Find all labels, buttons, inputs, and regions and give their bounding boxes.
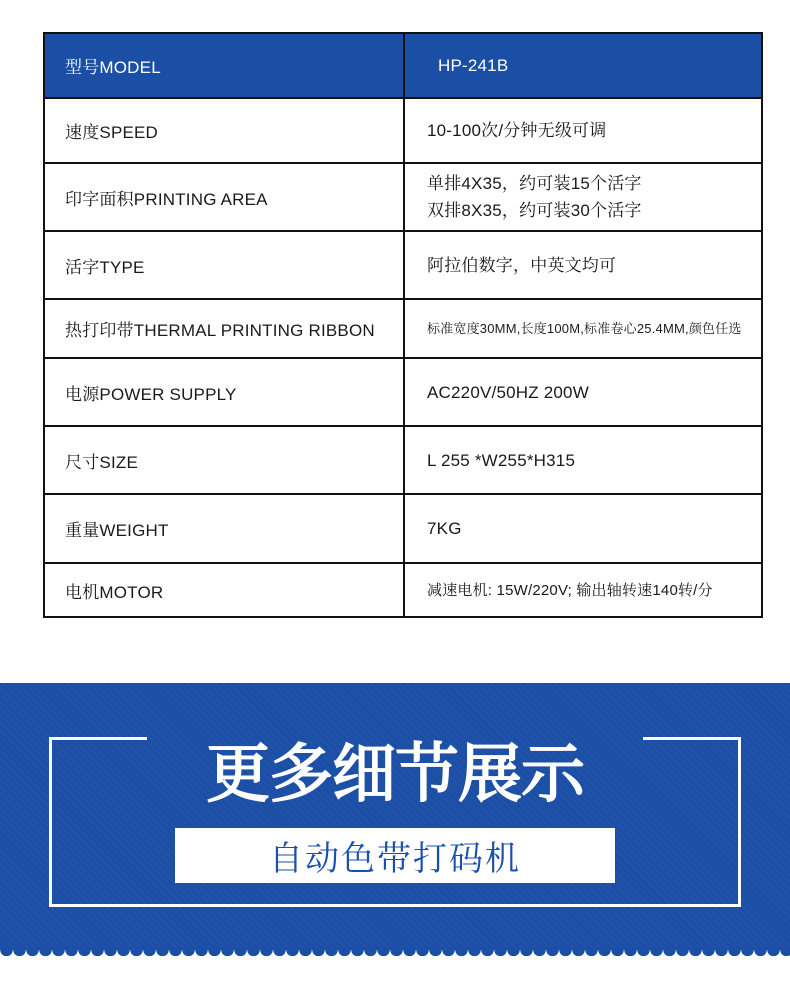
- table-row: [45, 425, 761, 493]
- banner-subtitle: 自动色带打码机: [269, 840, 521, 878]
- spec-value: [405, 164, 761, 230]
- spec-value: [405, 495, 761, 562]
- spec-label: 速度SPEED: [45, 99, 405, 162]
- spec-value-line: 标准宽度30MM,长度100M,标准卷心25.4MM,颜色任选: [427, 321, 742, 336]
- spec-value: [405, 564, 761, 616]
- banner-subtitle-box: [175, 828, 615, 883]
- spec-label: 电机MOTOR: [45, 564, 405, 616]
- spec-value: [405, 232, 761, 298]
- scalloped-edge: [0, 950, 790, 956]
- table-header-row: [45, 34, 761, 97]
- table-row: [45, 493, 761, 562]
- spec-value: [405, 99, 761, 162]
- table-row: [45, 162, 761, 230]
- spec-value: [405, 427, 761, 493]
- table-row: [45, 97, 761, 162]
- header-value: HP-241B: [438, 55, 509, 75]
- header-label: 型号MODEL: [45, 34, 405, 97]
- spec-label: 尺寸SIZE: [45, 427, 405, 493]
- spec-table: [43, 32, 763, 618]
- spec-value-line: 阿拉伯数字，中英文均可: [427, 255, 617, 275]
- spec-value-line: 10-100次/分钟无级可调: [427, 121, 607, 140]
- spec-value-line: 减速电机: 15W/220V; 输出轴转速140转/分: [427, 581, 713, 599]
- table-row: [45, 562, 761, 616]
- table-row: [45, 357, 761, 425]
- table-row: [45, 230, 761, 298]
- spec-value-line: AC220V/50HZ 200W: [427, 382, 589, 402]
- details-banner: [0, 683, 790, 956]
- spec-label: 印字面积PRINTING AREA: [45, 164, 405, 230]
- table-row: [45, 298, 761, 357]
- spec-value: [405, 300, 761, 357]
- spec-label: 电源POWER SUPPLY: [45, 359, 405, 425]
- spec-label: 热打印带THERMAL PRINTING RIBBON: [45, 300, 405, 357]
- spec-value: [405, 359, 761, 425]
- spec-value-line: 单排4X35，约可装15个活字: [427, 174, 642, 193]
- banner-title: 更多细节展示: [206, 738, 584, 810]
- spec-value-line: 双排8X35，约可装30个活字: [427, 201, 642, 220]
- spec-label: 重量WEIGHT: [45, 495, 405, 562]
- spec-label: 活字TYPE: [45, 232, 405, 298]
- spec-value-line: 7KG: [427, 519, 462, 538]
- spec-value-line: L 255 *W255*H315: [427, 450, 576, 470]
